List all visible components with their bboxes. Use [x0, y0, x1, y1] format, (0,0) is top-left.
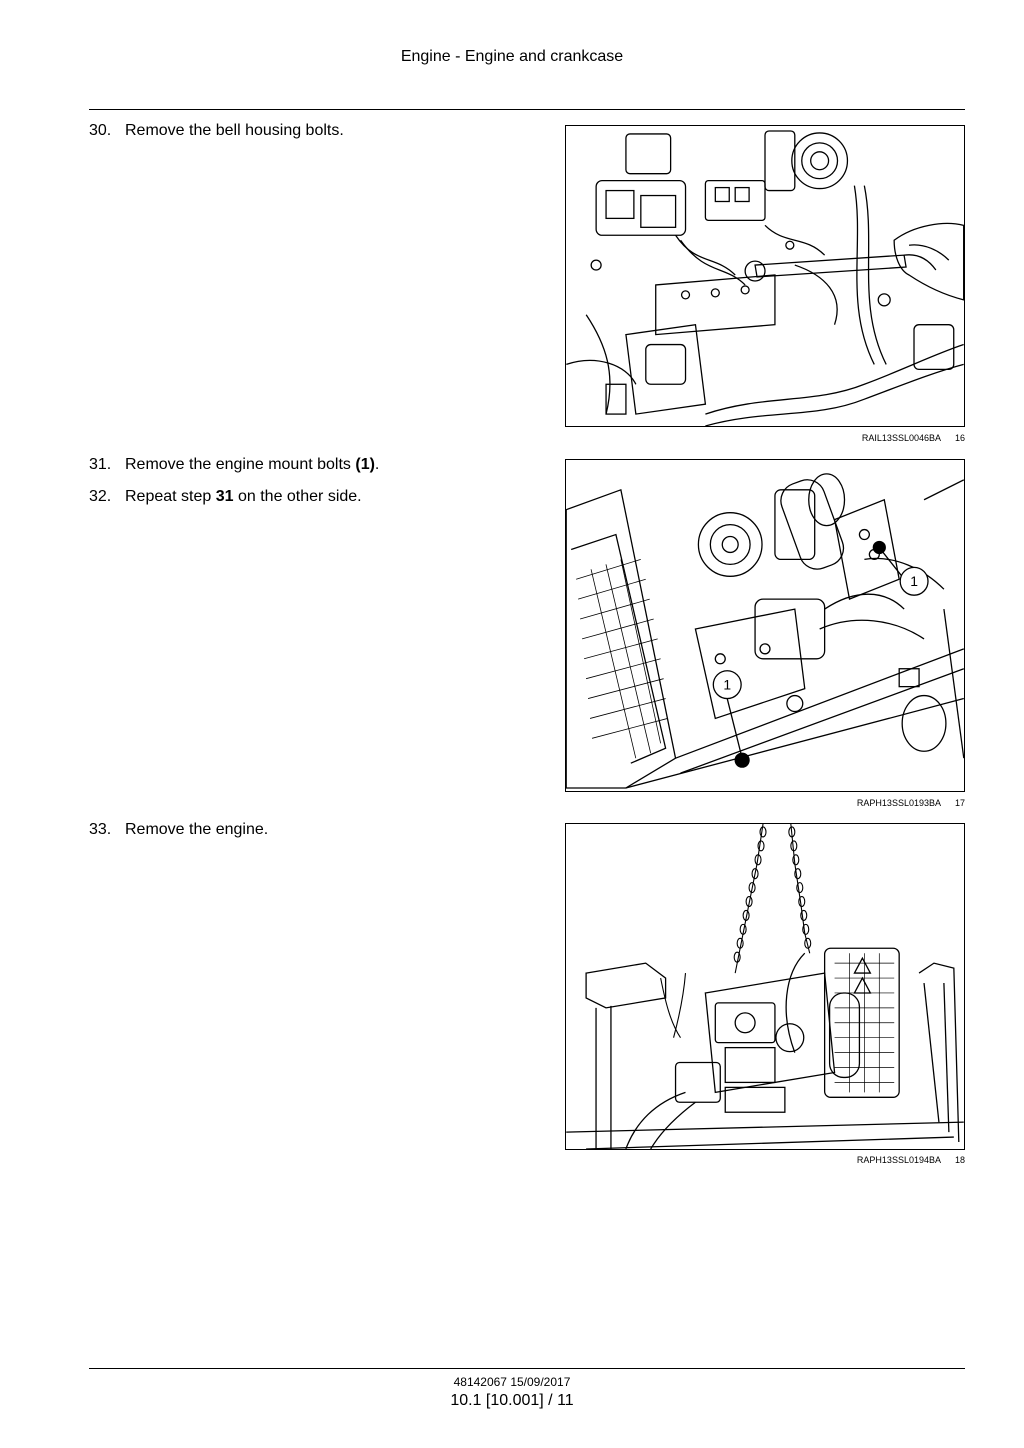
footer-doc-reference: 48142067 15/09/2017 — [453, 1375, 571, 1389]
step-text: Remove the engine mount bolts — [125, 456, 356, 473]
page-header-title: Engine - Engine and crankcase — [400, 48, 624, 65]
step-callout-reference: (1) — [355, 456, 375, 473]
step-text: Remove the engine. — [125, 821, 269, 838]
figure-17-illustration — [565, 459, 965, 792]
header-divider — [89, 109, 965, 110]
step-text-end: on the other side. — [233, 488, 362, 505]
footer-divider — [89, 1368, 965, 1369]
figure-number: 17 — [954, 798, 965, 808]
figure-number: 18 — [954, 1155, 965, 1165]
step-number: 31. — [89, 456, 112, 473]
step-number: 32. — [89, 488, 112, 505]
step-33 — [89, 821, 268, 839]
figure-code: RAPH13SSL0194BA — [856, 1155, 941, 1165]
figure-18-caption — [857, 1155, 965, 1165]
footer-page-number: 10.1 [10.001] / 11 — [450, 1392, 574, 1409]
step-number: 33. — [89, 821, 112, 838]
figure-code: RAPH13SSL0193BA — [856, 798, 941, 808]
figure-number: 16 — [954, 433, 965, 443]
figure-17-caption — [857, 798, 965, 808]
step-reference: 31 — [215, 488, 234, 505]
step-text: Repeat step — [125, 488, 216, 505]
step-text: Remove the bell housing bolts. — [125, 122, 344, 139]
figure-code: RAIL13SSL0046BA — [861, 433, 941, 443]
figure-18-illustration — [565, 823, 965, 1150]
callout-1-lower: 1 — [723, 676, 732, 693]
callout-1-upper: 1 — [910, 573, 918, 590]
step-text-end: . — [374, 456, 380, 473]
step-number: 30. — [89, 122, 112, 139]
step-30 — [89, 122, 344, 140]
step-31 — [89, 456, 379, 474]
figure-16-caption — [862, 433, 965, 443]
step-32 — [89, 488, 362, 506]
figure-16-illustration — [565, 125, 965, 427]
